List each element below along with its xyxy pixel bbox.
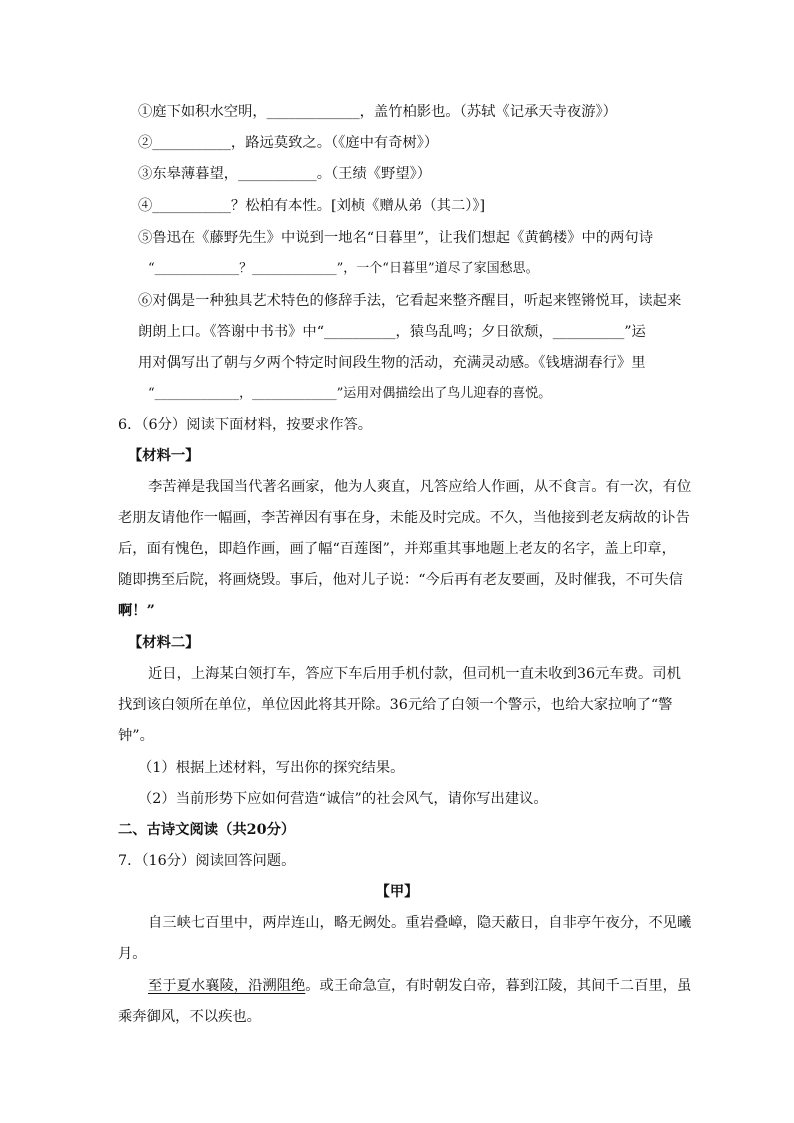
question-6-stem: 6．（6分）阅读下面材料，按要求作答。 xyxy=(118,417,373,433)
material-1-line: 啊！” xyxy=(118,603,155,619)
passage-jia-title: 【甲】 xyxy=(375,884,419,900)
material-1-line: 老朋友请他作一幅画，李苦禅因有事在身，未能及时完成。不久，当他接到老友病故的讣告 xyxy=(118,510,690,526)
fill-in-item-6-line-3: 用对偶写出了朝与夕两个特定时间段生物的活动，充满灵动感。《钱塘湖春行》里 xyxy=(138,355,646,371)
fill-in-item-1: ①庭下如积水空明，_____________，盖竹柏影也。（苏轼《记承天寺夜游》） xyxy=(138,104,617,120)
passage-text: 。或王命急宣，有时朝发白帝，暮到江陵，其间千二百里，虽 xyxy=(305,978,692,994)
fill-in-item-2: ②___________，路远莫致之。（《庭中有奇树》） xyxy=(138,135,439,151)
fill-in-item-6-line-4: “_____________，_____________”运用对偶描绘出了鸟儿迎春的喜悦。 xyxy=(148,386,552,401)
fill-in-item-6-line-1: ⑥对偶是一种独具艺术特色的修辞手法，它看起来整齐醒目，听起来铿锵悦耳，读起来 xyxy=(138,293,682,309)
underlined-phrase: 至于夏水襄陵，沿溯阻绝 xyxy=(148,978,306,994)
fill-in-item-3: ③东皋薄暮望，___________。（王绩《野望》） xyxy=(138,166,432,182)
passage-line xyxy=(148,975,691,997)
material-2-title: 【材料二】 xyxy=(128,635,200,651)
passage-line: 月。 xyxy=(118,946,147,962)
passage-line: 自三峡七百里中，两岸连山，略无阙处。重岩叠嶂，隐天蔽日，自非亭午夜分，不见曦 xyxy=(148,915,692,931)
section-2-heading: 二、古诗文阅读（共20分） xyxy=(118,822,296,838)
passage-line: 乘奔御风，不以疾也。 xyxy=(118,1009,261,1025)
material-2-line: 找到该白领所在单位，单位因此将其开除。36元给了白领一个警示，也给大家拉响了“警 xyxy=(118,697,673,713)
material-2-line: 近日，上海某白领打车，答应下车后用手机付款，但司机一直未收到36元车费。司机 xyxy=(148,666,681,682)
question-6-sub-2: （2）当前形势下应如何营造“诚信”的社会风气，请你写出建议。 xyxy=(138,791,548,807)
question-6-sub-1: （1）根据上述材料，写出你的探究结果。 xyxy=(138,760,405,776)
fill-in-item-4: ④___________？松柏有本性。[刘桢《赠从弟（其二）》] xyxy=(138,198,486,214)
material-1-line: 李苦禅是我国当代著名画家，他为人爽直，凡答应给人作画，从不食言。有一次，有位 xyxy=(148,479,692,495)
material-1-line: 随即携至后院，将画烧毁。事后，他对儿子说：“今后再有老友要画，及时催我，不可失信 xyxy=(118,572,683,588)
material-2-line: 钟”。 xyxy=(118,728,154,744)
fill-in-item-5-line-1: ⑤鲁迅在《藤野先生》中说到一地名“日暮里”，让我们想起《黄鹤楼》中的两句诗 xyxy=(138,230,654,246)
question-7-stem: 7．（16分）阅读回答问题。 xyxy=(118,853,296,869)
fill-in-item-6-line-2: 朗朗上口。《答谢中书书》中“__________，猿鸟乱鸣；夕日欲颓，__________”运 xyxy=(138,324,646,340)
fill-in-item-5-line-2: “_____________？_____________”，一个“日暮里”道尽了家国愁思。 xyxy=(148,261,539,276)
material-1-title: 【材料一】 xyxy=(128,448,200,464)
material-1-line: 后，面有愧色，即趋作画，画了幅“百莲图”，并郑重其事地题上老友的名字，盖上印章， xyxy=(118,541,676,557)
